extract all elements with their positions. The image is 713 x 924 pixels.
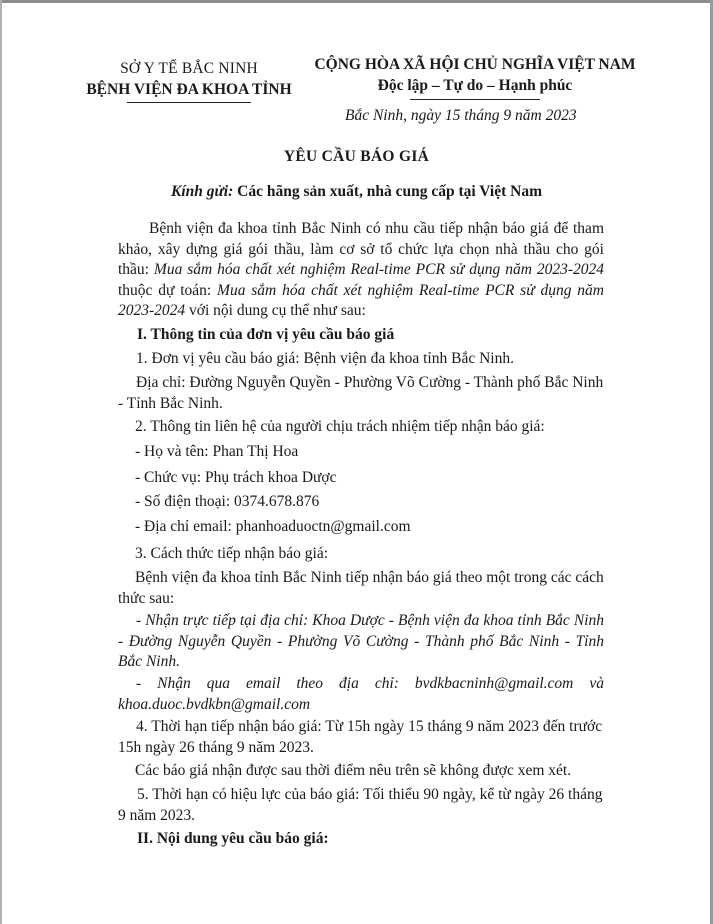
greeting-recipients: Các hãng sản xuất, nhà cung cấp tại Việt Nam (233, 183, 542, 200)
scan-top-edge (0, 0, 713, 3)
intro-package-name: Mua sắm hóa chất xét nghiệm Real-time PCR sử dụng năm 2023-2024 (153, 261, 604, 278)
requester-address: Địa chỉ: Đường Nguyễn Quyền - Phường Võ Cường - Thành phố Bắc Ninh - Tỉnh Bắc Ninh. (118, 374, 604, 412)
intro-estimate-name: Mua sắm hóa chất xét nghiệm Real-time PCR sử dụng năm 2023-2024 (118, 281, 604, 319)
greeting-label: Kính gửi: (170, 183, 234, 200)
contact-email: - Địa chỉ email: phanhoaduoctn@gmail.com (135, 518, 411, 535)
item-1-requester: 1. Đơn vị yêu cầu báo giá: Bệnh viện đa khoa tỉnh Bắc Ninh. (136, 350, 514, 367)
document-date: Bắc Ninh, ngày 15 tháng 9 năm 2023 (345, 107, 577, 124)
issuer-org: SỞ Y TẾ BẮC NINH (120, 60, 258, 77)
section-1-heading: I. Thông tin của đơn vị yêu cầu báo giá (137, 326, 395, 343)
intro-text-3: với nội dung cụ thể như sau: (185, 302, 366, 319)
contact-position: - Chức vụ: Phụ trách khoa Dược (135, 469, 337, 486)
receive-direct: - Nhận trực tiếp tại địa chỉ: Khoa Dược - Bệnh viện đa khoa tỉnh Bắc Ninh - Đường Nguyễn Quyền - Phường Võ Cường - Thành phố Bắc Ninh - Tỉnh Bắc Ninh. (118, 612, 604, 670)
intro-paragraph (118, 219, 604, 322)
nation-title: CỘNG HÒA XÃ HỘI CHỦ NGHĨA VIỆT NAM (314, 56, 636, 73)
motto-underline (410, 99, 540, 100)
late-quote-note: Các báo giá nhận được sau thời điểm nêu trên sẽ không được xem xét. (135, 762, 572, 779)
greeting (0, 183, 713, 201)
item-3-method: 3. Cách thức tiếp nhận báo giá: (135, 545, 329, 562)
section-2-heading: II. Nội dung yêu cầu báo giá: (137, 830, 329, 847)
receive-methods-intro: Bệnh viện đa khoa tỉnh Bắc Ninh tiếp nhận báo giá theo một trong các cách thức sau: (118, 569, 604, 607)
issuer-hospital: BỆNH VIỆN ĐA KHOA TỈNH (86, 81, 292, 98)
intro-text-1: Bệnh viện đa khoa tỉnh Bắc Ninh có nhu cầu tiếp nhận báo giá để tham khảo, xây dựng giá gói thầu, làm cơ sở tổ chức lựa chọn nhà thầu cho gói thầu: (118, 220, 604, 278)
item-4-deadline: 4. Thời hạn tiếp nhận báo giá: Từ 15h ngày 15 tháng 9 năm 2023 đến trước 15h ngày 26 tháng 9 năm 2023. (118, 718, 603, 756)
item-5-validity: 5. Thời hạn có hiệu lực của báo giá: Tối thiểu 90 ngày, kể từ ngày 26 tháng 9 năm 2023. (118, 786, 603, 824)
issuer-block (76, 58, 302, 103)
item-2-contact: 2. Thông tin liên hệ của người chịu trách nhiệm tiếp nhận báo giá: (135, 418, 545, 435)
contact-name: - Họ và tên: Phan Thị Hoa (135, 443, 299, 460)
scan-left-edge (0, 0, 2, 924)
issuer-underline (127, 102, 251, 103)
intro-text-2: thuộc dự toán: (118, 281, 218, 299)
contact-phone: - Số điện thoại: 0374.678.876 (135, 493, 320, 510)
nation-motto: Độc lập – Tự do – Hạnh phúc (377, 77, 573, 94)
national-heading (300, 54, 650, 100)
document-title: YÊU CẦU BÁO GIÁ (283, 148, 430, 165)
receive-email: - Nhận qua email theo địa chỉ: bvdkbacninh@gmail.com và khoa.duoc.bvdkbn@gmail.com (118, 675, 604, 713)
